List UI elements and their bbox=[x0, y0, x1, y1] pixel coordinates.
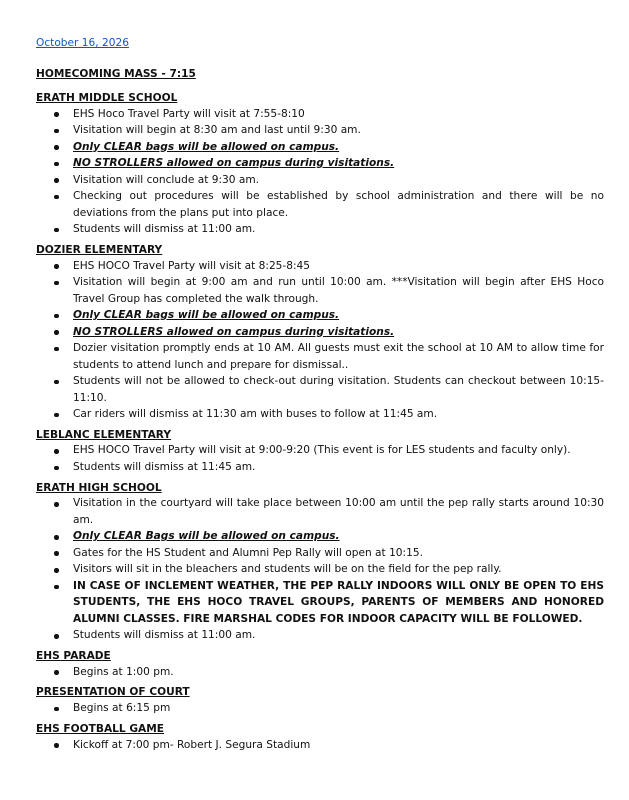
item-list bbox=[36, 700, 604, 717]
section-erath-high bbox=[36, 481, 604, 644]
list-item: Begins at 6:15 pm bbox=[36, 700, 604, 717]
list-item: Only CLEAR bags will be allowed on campus. bbox=[36, 139, 604, 156]
section-heading: EHS FOOTBALL GAME bbox=[36, 722, 165, 735]
date-link[interactable]: October 16, 2026 bbox=[36, 37, 129, 49]
document-page bbox=[36, 36, 604, 758]
list-item: Gates for the HS Student and Alumni Pep Rally will open at 10:15. bbox=[36, 545, 604, 562]
item-list bbox=[36, 442, 604, 475]
section-heading: PRESENTATION OF COURT bbox=[36, 686, 190, 699]
page-title: HOMECOMING MASS - 7:15 bbox=[36, 68, 196, 81]
list-item: EHS Hoco Travel Party will visit at 7:55-8:10 bbox=[36, 106, 604, 123]
list-item: Checking out procedures will be established by school administration and there will be no deviations from the plans put into place. bbox=[36, 188, 604, 221]
section-heading: ERATH MIDDLE SCHOOL bbox=[36, 91, 178, 104]
item-list bbox=[36, 495, 604, 644]
list-item: NO STROLLERS allowed on campus during visitations. bbox=[36, 324, 604, 341]
list-item: EHS HOCO Travel Party will visit at 9:00-9:20 (This event is for LES students and faculty only). bbox=[36, 442, 604, 459]
list-item: Kickoff at 7:00 pm- Robert J. Segura Stadium bbox=[36, 737, 604, 754]
list-item: Begins at 1:00 pm. bbox=[36, 664, 604, 681]
item-list bbox=[36, 106, 604, 238]
list-item: Visitors will sit in the bleachers and students will be on the field for the pep rally. bbox=[36, 561, 604, 578]
list-item: Dozier visitation promptly ends at 10 AM. All guests must exit the school at 10 AM to allow time for students to attend lunch and prepare for dismissal.. bbox=[36, 340, 604, 373]
list-item: Students will dismiss at 11:00 am. bbox=[36, 221, 604, 238]
section-ehs-parade bbox=[36, 649, 604, 680]
item-list bbox=[36, 258, 604, 423]
list-item: Students will dismiss at 11:00 am. bbox=[36, 627, 604, 644]
item-list bbox=[36, 664, 604, 681]
list-item: Students will dismiss at 11:45 am. bbox=[36, 459, 604, 476]
section-dozier-elementary bbox=[36, 243, 604, 423]
list-item: Visitation will begin at 9:00 am and run until 10:00 am. ***Visitation will begin after EHS Hoco Travel Group has completed the walk through. bbox=[36, 274, 604, 307]
section-heading: EHS PARADE bbox=[36, 649, 111, 662]
list-item: Visitation in the courtyard will take place between 10:00 am until the pep rally starts around 10:30 am. bbox=[36, 495, 604, 528]
list-item: Only CLEAR Bags will be allowed on campus. bbox=[36, 528, 604, 545]
section-heading: ERATH HIGH SCHOOL bbox=[36, 481, 162, 494]
section-ehs-football-game bbox=[36, 722, 604, 753]
list-item: Car riders will dismiss at 11:30 am with buses to follow at 11:45 am. bbox=[36, 406, 604, 423]
section-leblanc-elementary bbox=[36, 428, 604, 476]
list-item: IN CASE OF INCLEMENT WEATHER, THE PEP RALLY INDOORS WILL ONLY BE OPEN TO EHS STUDENTS, THE EHS HOCO TRAVEL GROUPS, PARENTS OF MEMBERS AND HONORED ALUMNI CLASSES. FIRE MARSHAL CODES FOR INDOOR CAPACITY WILL BE FOLLOWED. bbox=[36, 578, 604, 628]
list-item: Visitation will conclude at 9:30 am. bbox=[36, 172, 604, 189]
section-erath-middle bbox=[36, 91, 604, 238]
list-item: NO STROLLERS allowed on campus during visitations. bbox=[36, 155, 604, 172]
list-item: EHS HOCO Travel Party will visit at 8:25-8:45 bbox=[36, 258, 604, 275]
section-heading: DOZIER ELEMENTARY bbox=[36, 243, 163, 256]
list-item: Only CLEAR bags will be allowed on campus. bbox=[36, 307, 604, 324]
list-item: Visitation will begin at 8:30 am and last until 9:30 am. bbox=[36, 122, 604, 139]
item-list bbox=[36, 737, 604, 754]
list-item: Students will not be allowed to check-out during visitation. Students can checkout between 10:15-11:10. bbox=[36, 373, 604, 406]
section-heading: LEBLANC ELEMENTARY bbox=[36, 428, 172, 441]
section-presentation-of-court bbox=[36, 685, 604, 716]
